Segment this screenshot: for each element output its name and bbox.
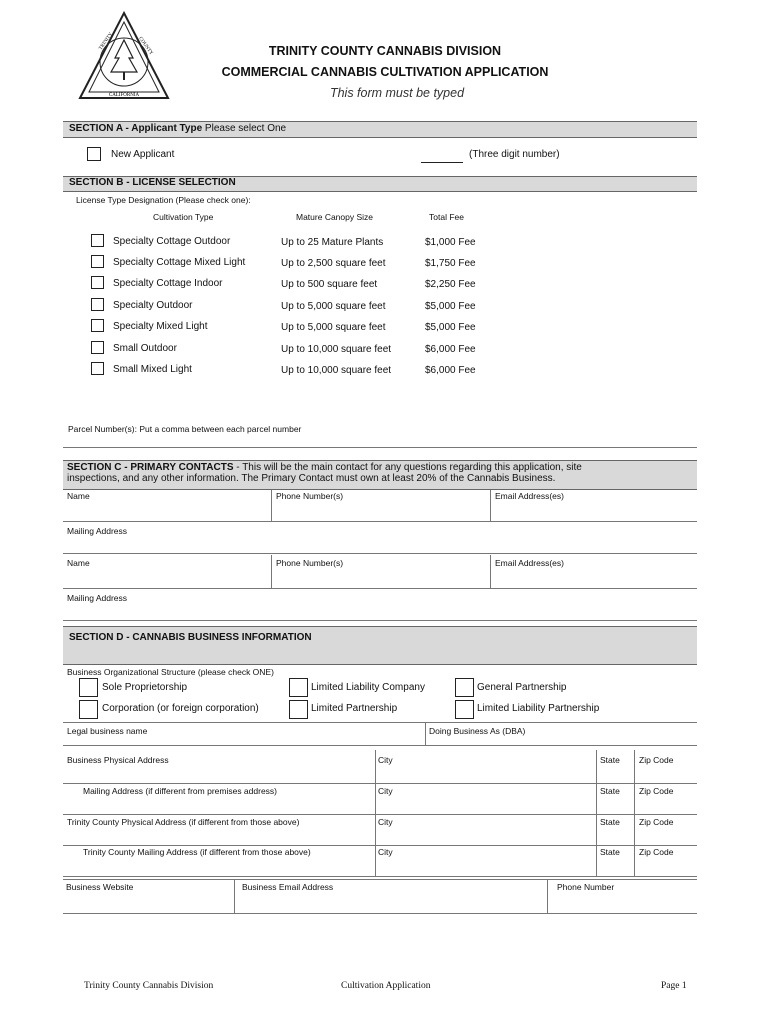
mailing-address-label: Mailing Address (if different from premises address) [83,786,278,796]
svg-text:COUNTY: COUNTY [137,36,154,57]
canopy-size: Up to 500 square feet [281,279,378,290]
row-divider [63,814,697,815]
state-label: State [600,786,620,796]
zip-label: Zip Code [639,755,674,765]
license-type: Specialty Mixed Light [113,321,208,332]
contact-row-divider [63,553,697,554]
new-applicant-checkbox[interactable] [87,147,101,161]
license-fee: $1,750 Fee [425,258,476,269]
license-fee: $5,000 Fee [425,301,476,312]
license-checkbox[interactable] [91,319,104,332]
tc-physical-address-label: Trinity County Physical Address (if different from those above) [67,817,300,827]
field-divider [596,750,597,876]
svg-text:TRINITY: TRINITY [98,31,115,52]
zip-label: Zip Code [639,786,674,796]
license-designation-label: License Type Designation (Please check one): [76,195,251,205]
row-divider [63,879,697,880]
contact-name-label: Name [67,491,90,501]
contact-row-divider [63,588,697,589]
field-divider [375,750,376,876]
field-divider [425,722,426,745]
state-label: State [600,847,620,857]
tc-mailing-address-label: Trinity County Mailing Address (if different from those above) [83,847,311,857]
org-checkbox-llp[interactable] [455,700,474,719]
new-applicant-label: New Applicant [111,149,175,160]
org-checkbox-llc[interactable] [289,678,308,697]
license-type: Specialty Outdoor [113,300,193,311]
section-a-title: SECTION A - Applicant Type Please select One [69,123,287,134]
canopy-size: Up to 10,000 square feet [281,365,392,376]
license-type: Small Outdoor [113,343,177,354]
org-option-label: Limited Liability Partnership [477,703,600,714]
parcel-number-label: Parcel Number(s): Put a comma between each parcel number [68,424,302,434]
zip-label: Zip Code [639,817,674,827]
city-label: City [378,755,393,765]
license-type: Specialty Cottage Mixed Light [113,257,246,268]
contact-row-divider [63,521,697,522]
col-header-total-fee: Total Fee [429,212,464,222]
footer-division: Trinity County Cannabis Division [84,981,214,991]
page-subtitle: This form must be typed [329,86,465,100]
contact-name-label: Name [67,558,90,568]
city-label: City [378,786,393,796]
row-divider [63,783,697,784]
canopy-size: Up to 5,000 square feet [281,301,386,312]
row-divider [63,876,697,877]
business-email-label: Business Email Address [242,882,334,892]
license-checkbox[interactable] [91,298,104,311]
contact-phone-label: Phone Number(s) [276,558,344,568]
section-b-title: SECTION B - LICENSE SELECTION [69,177,236,188]
field-divider [271,555,272,588]
field-divider [234,879,235,913]
org-checkbox-limited-partnership[interactable] [289,700,308,719]
canopy-size: Up to 5,000 square feet [281,322,386,333]
website-label: Business Website [66,882,134,892]
legal-name-label: Legal business name [67,726,148,736]
license-fee: $6,000 Fee [425,365,476,376]
org-option-label: Limited Partnership [311,703,398,714]
license-fee: $2,250 Fee [425,279,476,290]
license-type: Specialty Cottage Indoor [113,278,223,289]
field-divider [634,750,635,876]
contact-row-divider [63,620,697,621]
canopy-size: Up to 10,000 square feet [281,344,392,355]
license-checkbox[interactable] [91,341,104,354]
row-divider [63,913,697,914]
three-digit-label: (Three digit number) [469,149,560,160]
dba-label: Doing Business As (DBA) [429,726,526,736]
row-divider [63,845,697,846]
page-title: TRINITY COUNTY CANNABIS DIVISION [268,44,502,58]
contact-phone-label: Phone Number(s) [276,491,344,501]
section-d-title: SECTION D - CANNABIS BUSINESS INFORMATION [69,632,312,643]
state-label: State [600,755,620,765]
city-label: City [378,817,393,827]
row-divider [63,745,697,746]
section-divider [63,722,697,723]
field-divider [490,555,491,588]
license-checkbox[interactable] [91,362,104,375]
zip-label: Zip Code [639,847,674,857]
business-phone-label: Phone Number [557,882,615,892]
three-digit-number-field[interactable] [421,162,463,163]
contact-email-label: Email Address(es) [495,558,564,568]
org-option-label: General Partnership [477,682,567,693]
contact-mailing-label: Mailing Address [67,593,128,603]
org-checkbox-general-partnership[interactable] [455,678,474,697]
org-structure-label: Business Organizational Structure (please check ONE) [67,667,274,677]
field-divider [271,490,272,521]
physical-address-label: Business Physical Address [67,755,169,765]
state-label: State [600,817,620,827]
license-type: Specialty Cottage Outdoor [113,236,231,247]
footer-document-name: Cultivation Application [341,981,431,991]
license-checkbox[interactable] [91,234,104,247]
canopy-size: Up to 25 Mature Plants [281,237,384,248]
contact-mailing-label: Mailing Address [67,526,128,536]
license-fee: $1,000 Fee [425,237,476,248]
svg-text:CALIFORNIA: CALIFORNIA [108,93,140,98]
license-fee: $5,000 Fee [425,322,476,333]
footer-page-number: Page 1 [661,981,687,991]
field-divider [547,879,548,913]
col-header-cultivation-type: Cultivation Type [153,212,214,222]
section-c-title: SECTION C - PRIMARY CONTACTS - This will be the main contact for any questions regarding this application, site [67,462,582,473]
city-label: City [378,847,393,857]
contact-email-label: Email Address(es) [495,491,564,501]
field-divider [490,490,491,521]
org-option-label: Corporation (or foreign corporation) [102,703,259,714]
license-checkbox[interactable] [91,255,104,268]
license-fee: $6,000 Fee [425,344,476,355]
org-checkbox-corporation[interactable] [79,700,98,719]
org-checkbox-sole-proprietorship[interactable] [79,678,98,697]
org-option-label: Sole Proprietorship [102,682,188,693]
canopy-size: Up to 2,500 square feet [281,258,386,269]
parcel-number-field[interactable] [63,447,697,448]
license-type: Small Mixed Light [113,364,192,375]
section-c-title-line2: inspections, and any other information. The Primary Contact must own at least 20% of the Cannabis Business. [67,473,556,484]
col-header-canopy-size: Mature Canopy Size [296,212,374,222]
org-option-label: Limited Liability Company [311,682,425,693]
page-title-secondary: COMMERCIAL CANNABIS CULTIVATION APPLICATION [221,65,549,79]
license-checkbox[interactable] [91,276,104,289]
